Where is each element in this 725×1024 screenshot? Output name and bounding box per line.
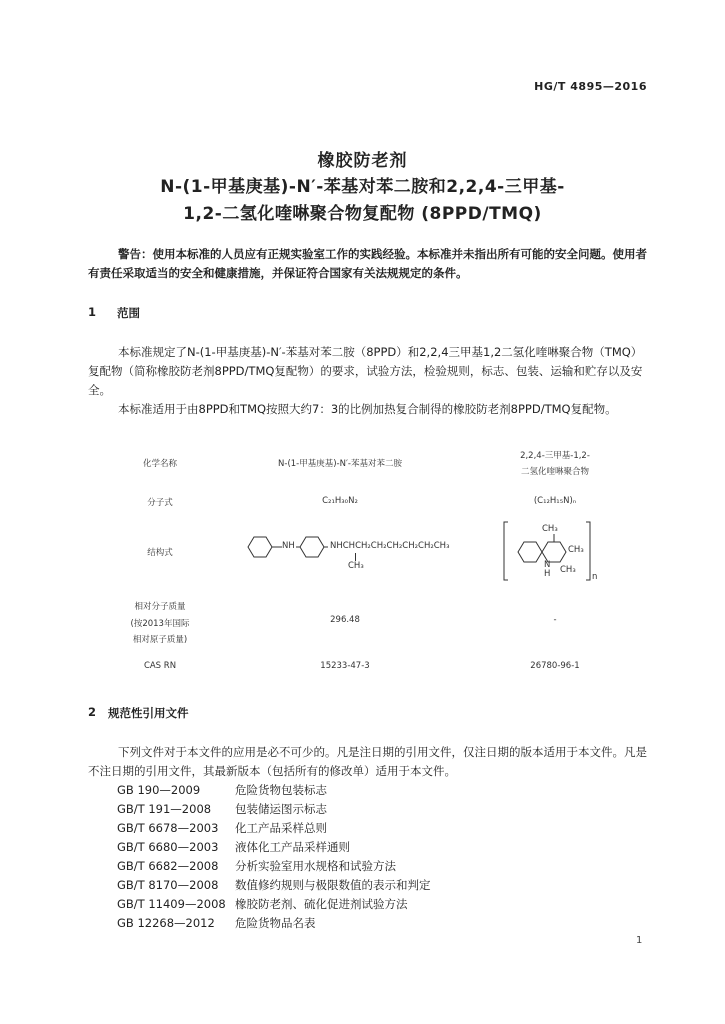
reference-title: 危险货物品名表 <box>235 916 316 930</box>
reference-code: GB 12268—2012 <box>117 916 215 930</box>
col1-structure-bond <box>355 553 356 561</box>
section1-heading: 范围 <box>117 306 140 320</box>
reference-title: 分析实验室用水规格和试验方法 <box>235 859 396 873</box>
section1-number: 1 <box>88 305 97 319</box>
document-title-line1: 橡胶防老剂 <box>317 151 408 171</box>
col1-formula: C₂₁H₃₀N₂ <box>322 496 358 506</box>
col2-n-subscript: n <box>592 572 598 582</box>
reference-code: GB/T 6678—2003 <box>117 821 219 835</box>
table-label-structure: 结构式 <box>147 548 173 558</box>
reference-code: GB/T 11409—2008 <box>117 897 226 911</box>
reference-title: 危险货物包装标志 <box>235 783 327 797</box>
table-label-name: 化学名称 <box>142 459 177 469</box>
col1-structure-ch3: CH₃ <box>348 561 364 571</box>
col1-structure-nh: NH <box>282 541 295 551</box>
reference-item <box>117 800 327 819</box>
reference-code: GB/T 6682—2008 <box>117 859 219 873</box>
document-title-line3: 1,2-二氢化喹啉聚合物复配物 (8PPD/TMQ) <box>183 204 542 224</box>
reference-code: GB/T 8170—2008 <box>117 878 219 892</box>
reference-item <box>117 838 350 857</box>
section2-para: 下列文件对于本文件的应用是必不可少的。凡是注日期的引用文件，仅注日期的版本适用于本文件。凡是不注日期的引用文件，其最新版本（包括所有的修改单）适用于本文件。 <box>88 745 647 778</box>
reference-item <box>117 876 431 895</box>
section1-para2: 本标准适用于由8PPD和TMQ按照大约7：3的比例加热复合制得的橡胶防老剂8PPD/TMQ复配物。 <box>118 402 617 416</box>
table-label-mw-1: 相对分子质量 <box>134 602 186 612</box>
reference-title: 液体化工产品采样通则 <box>235 840 350 854</box>
reference-item <box>117 819 327 838</box>
col2-name-line1: 2,2,4-三甲基-1,2- <box>520 451 590 461</box>
table-label-mw-2: (按2013年国际 <box>130 619 190 629</box>
table-label-cas: CAS RN <box>143 661 177 671</box>
reference-item <box>117 895 408 914</box>
col2-ch3-top: CH₃ <box>542 524 558 534</box>
reference-item <box>117 914 316 933</box>
table-label-formula: 分子式 <box>147 498 173 508</box>
reference-code: GB/T 6680—2003 <box>117 840 219 854</box>
table-label-mw-3: 相对原子质量) <box>132 635 188 645</box>
col2-h-label: H <box>544 569 551 579</box>
section1-para1: 本标准规定了N-(1-甲基庚基)-N′-苯基对苯二胺（8PPD）和2,2,4三甲基1,2二氢化喹啉聚合物（TMQ）复配物（简称橡胶防老剂8PPD/TMQ复配物）的要求，试验方法，检验规则，标志、包装、运输和贮存以及安全。 <box>88 345 643 397</box>
section2-number: 2 <box>88 705 97 719</box>
document-title-line2: N-(1-甲基庚基)-N′-苯基对苯二胺和2,2,4-三甲基- <box>160 177 565 197</box>
page-number: 1 <box>636 935 643 946</box>
standard-number: HG/T 4895—2016 <box>534 80 647 93</box>
reference-title: 化工产品采样总则 <box>235 821 327 835</box>
reference-code: GB/T 191—2008 <box>117 802 212 816</box>
reference-code: GB 190—2009 <box>117 783 201 797</box>
col1-name: N-(1-甲基庚基)-N′-苯基对苯二胺 <box>278 459 402 469</box>
col2-ch3-bottom: CH₃ <box>560 565 576 575</box>
section2-heading: 规范性引用文件 <box>108 706 189 720</box>
reference-item <box>117 781 327 800</box>
col2-formula: (C₁₂H₁₅N)ₙ <box>533 496 577 506</box>
col1-structure-chain: NHCHCH₂CH₂CH₂CH₂CH₂CH₃ <box>330 541 450 551</box>
warning-paragraph: 警告：使用本标准的人员应有正规实验室工作的实践经验。本标准并未指出所有可能的安全问题。使用者有责任采取适当的安全和健康措施，并保证符合国家有关法规规定的条件。 <box>88 247 647 280</box>
col1-mw: 296.48 <box>330 615 360 625</box>
col1-cas: 15233-47-3 <box>320 661 370 671</box>
reference-title: 包装储运图示标志 <box>235 802 327 816</box>
col2-name-line2: 二氢化喹啉聚合物 <box>520 467 589 477</box>
reference-item <box>117 857 396 876</box>
col2-n-label: N <box>544 560 551 570</box>
col2-ch3-right: CH₃ <box>568 545 584 555</box>
col2-mw: - <box>553 615 557 625</box>
reference-title: 橡胶防老剂、硫化促进剂试验方法 <box>235 897 408 911</box>
reference-title: 数值修约规则与极限数值的表示和判定 <box>235 878 431 892</box>
col2-cas: 26780-96-1 <box>530 661 580 671</box>
